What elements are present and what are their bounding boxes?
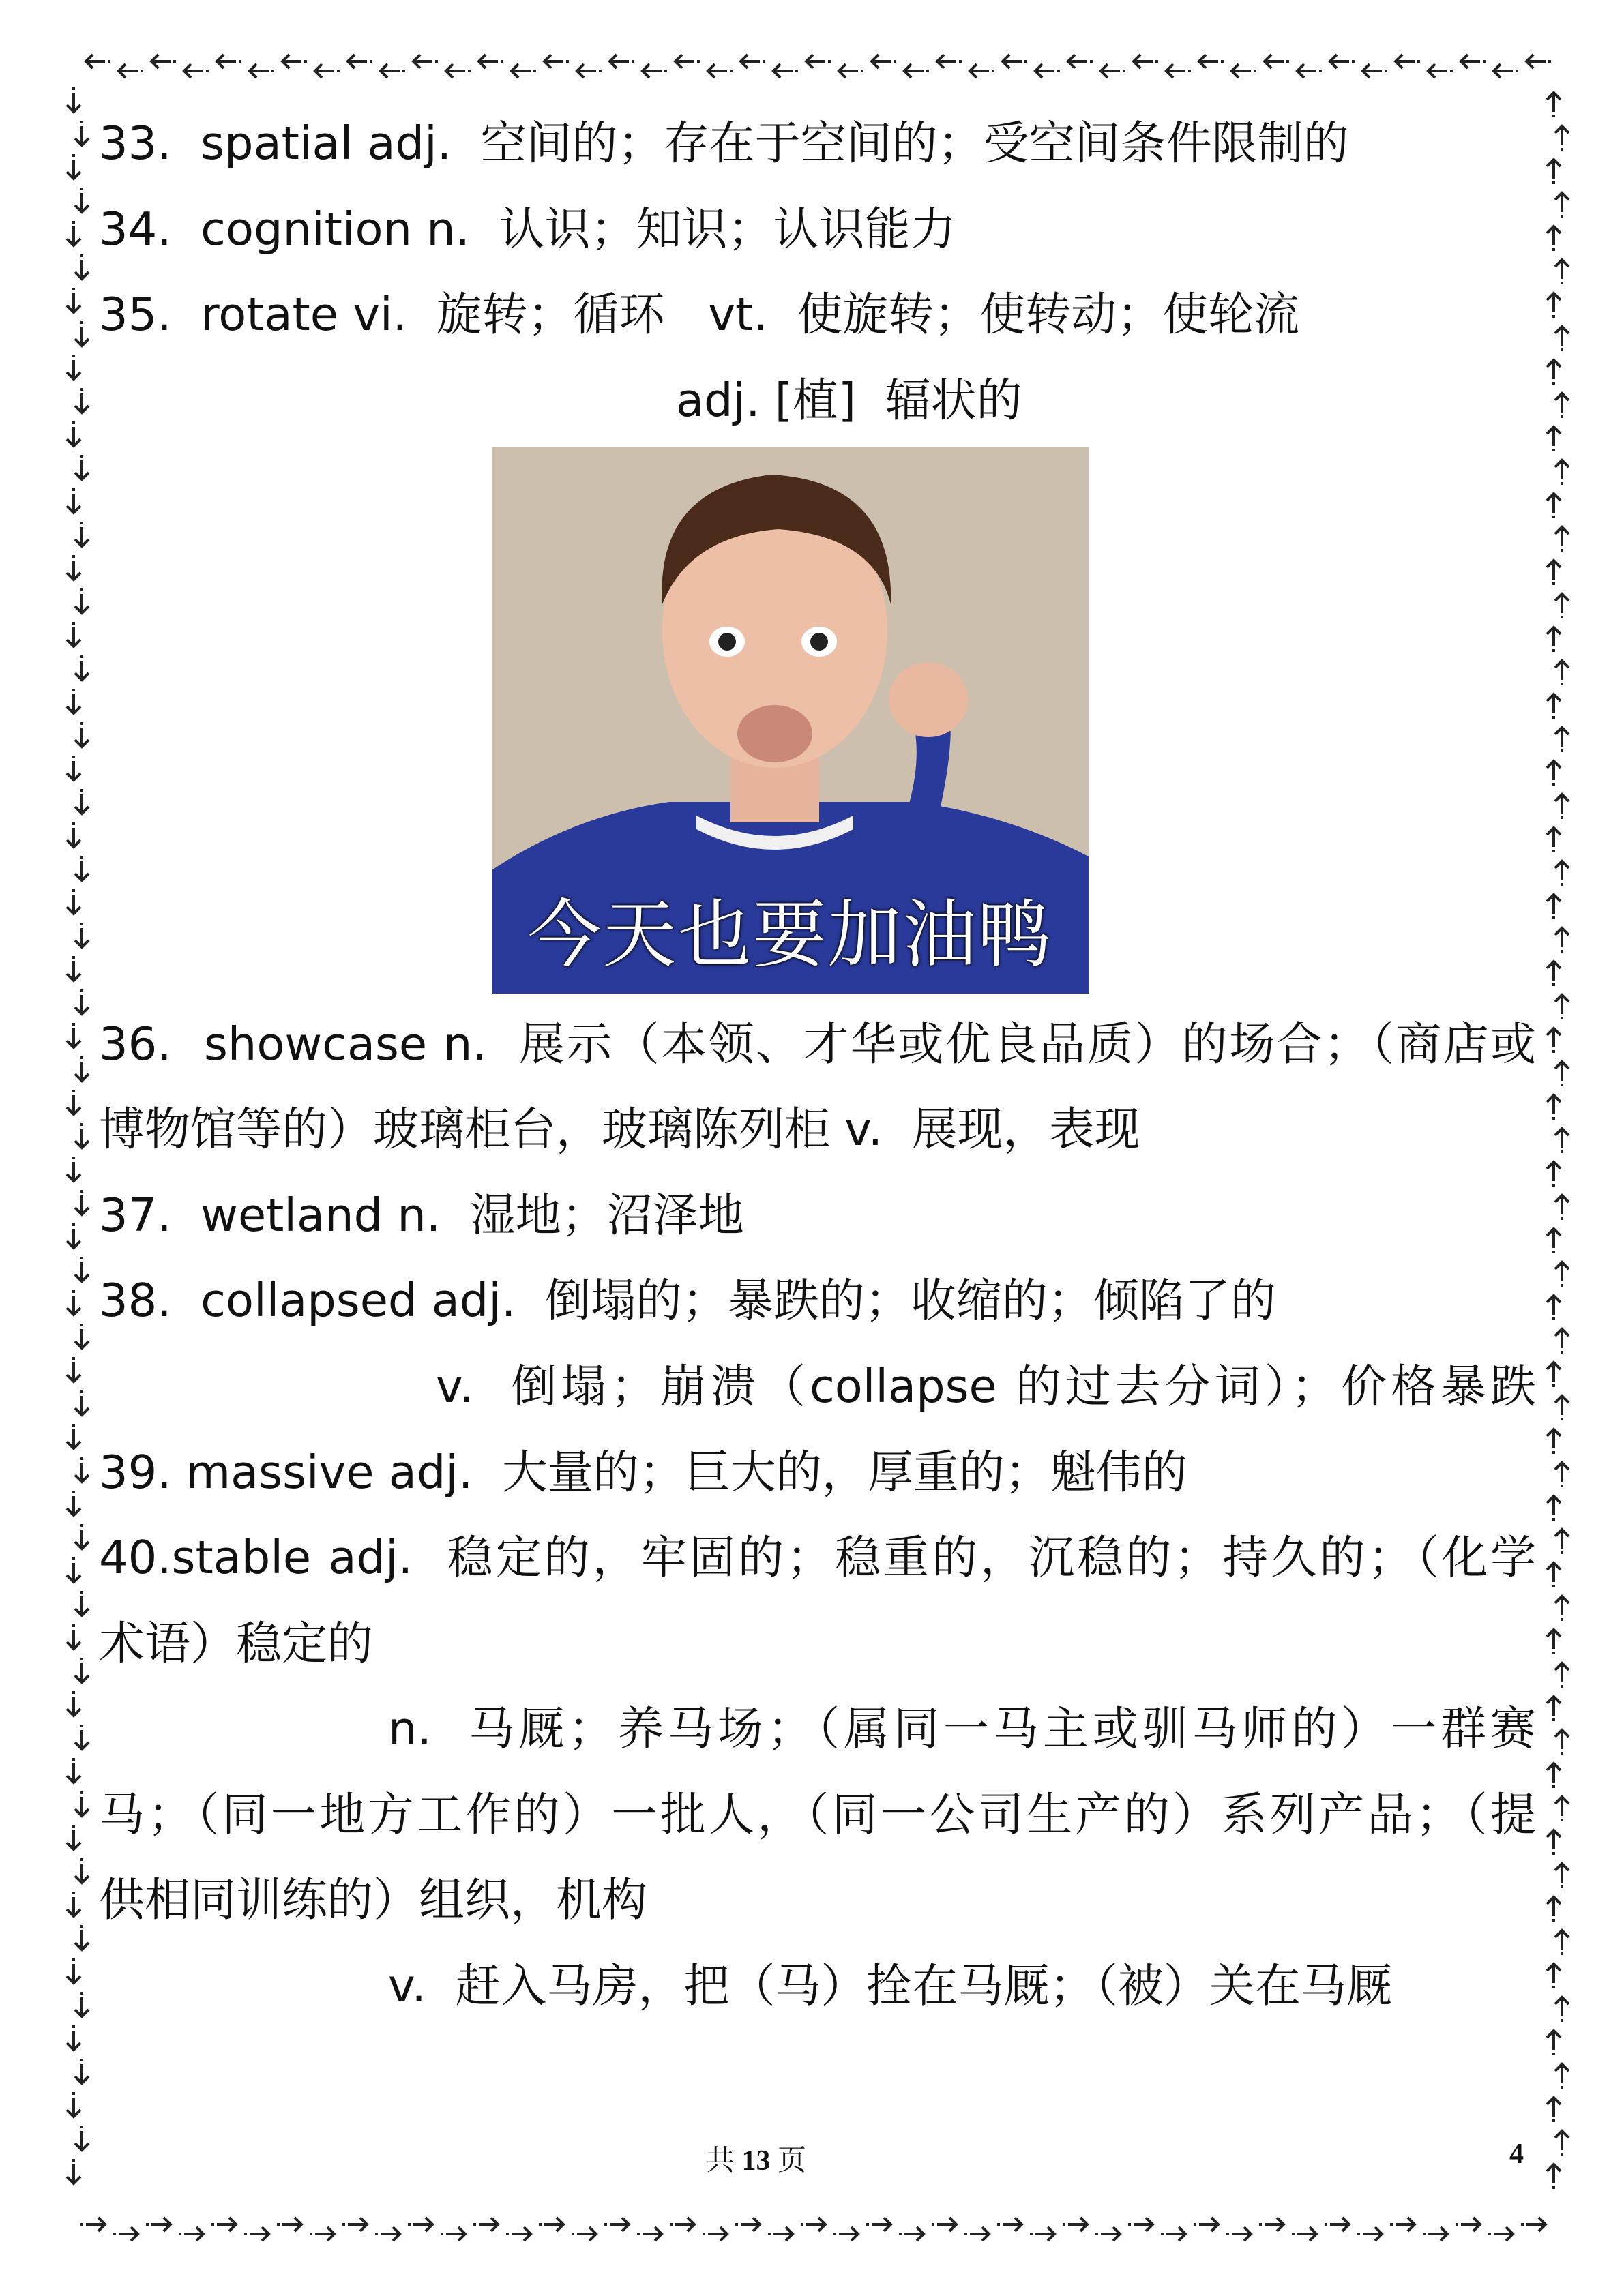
border-arrow-mark <box>1134 55 1158 68</box>
border-arrow-mark <box>735 2218 760 2231</box>
border-arrow-mark <box>937 55 962 68</box>
border-arrow-mark <box>217 55 241 68</box>
border-arrow-mark <box>1547 1362 1561 1387</box>
border-arrow-mark <box>67 1290 80 1315</box>
border-arrow-mark <box>75 655 89 680</box>
border-arrow-mark <box>381 64 405 78</box>
border-arrow-mark <box>1547 1964 1561 1988</box>
border-arrow-mark <box>806 55 831 68</box>
border-arrow-mark <box>75 1457 89 1482</box>
border-arrow-mark <box>119 64 143 78</box>
border-arrow-mark <box>643 64 667 78</box>
border-arrow-mark <box>1003 55 1027 68</box>
border-arrow-mark <box>75 121 89 145</box>
border-arrow-mark <box>1521 2218 1546 2231</box>
border-arrow-mark <box>1428 64 1453 78</box>
border-arrow-mark <box>768 2227 793 2241</box>
border-arrow-mark <box>1547 2031 1561 2055</box>
border-arrow-mark <box>413 55 438 68</box>
border-arrow-mark <box>1555 1930 1569 1955</box>
border-arrow-mark <box>1390 2218 1415 2231</box>
border-arrow-mark <box>1555 995 1569 1019</box>
border-arrow-mark <box>67 555 80 580</box>
border-arrow-mark <box>75 522 89 546</box>
border-arrow-mark <box>75 1056 89 1081</box>
border-arrow-mark <box>179 2227 203 2241</box>
border-arrow-mark <box>75 722 89 747</box>
border-arrow-mark <box>1555 1596 1569 1621</box>
border-arrow-mark <box>1128 2218 1153 2231</box>
border-arrow-mark <box>970 64 994 78</box>
border-arrow-mark <box>67 488 80 513</box>
border-arrow-mark <box>75 1324 89 1348</box>
border-arrow-mark <box>1547 1095 1561 1120</box>
border-arrow-mark <box>506 2227 531 2241</box>
border-arrow-mark <box>310 2227 334 2241</box>
border-arrow-mark <box>67 1357 80 1382</box>
border-arrow-mark <box>1547 226 1561 251</box>
border-arrow-mark <box>1547 1162 1561 1187</box>
border-arrow-mark <box>75 789 89 814</box>
border-arrow-mark <box>75 1791 89 1816</box>
border-arrow-mark <box>250 64 274 78</box>
border-arrow-mark <box>1555 193 1569 218</box>
border-arrow-mark <box>315 64 340 78</box>
border-arrow-mark <box>408 2218 432 2231</box>
border-arrow-mark <box>675 55 700 68</box>
border-arrow-mark <box>1555 1329 1569 1354</box>
border-arrow-mark <box>544 55 569 68</box>
border-arrow-mark <box>904 64 929 78</box>
image-caption: 今天也要加油鸭 <box>527 893 1053 978</box>
border-arrow-mark <box>67 2159 80 2183</box>
border-arrow-mark <box>1357 2227 1382 2241</box>
border-arrow-mark <box>67 1624 80 1649</box>
border-arrow-mark <box>1199 55 1224 68</box>
border-arrow-mark <box>75 1524 89 1549</box>
border-arrow-mark <box>1555 527 1569 552</box>
border-arrow-mark <box>572 2227 596 2241</box>
border-arrow-mark <box>1035 64 1060 78</box>
border-arrow-mark <box>1068 55 1093 68</box>
entry-38-verb: v. 倒塌；崩溃（collapse 的过去分词）；价格暴跌 <box>436 1360 1536 1413</box>
border-arrow-mark <box>1547 1429 1561 1454</box>
border-arrow-mark <box>184 64 209 78</box>
border-arrow-mark <box>1232 64 1256 78</box>
border-arrow-mark <box>80 2218 105 2231</box>
border-arrow-mark <box>899 2227 924 2241</box>
border-arrow-mark <box>1555 1062 1569 1086</box>
entry-35: 35. rotate vi. 旋转；循环 vt. 使旋转；使转动；使轮流 <box>99 288 1300 341</box>
page-total <box>706 2138 806 2179</box>
border-arrow-mark <box>1161 2227 1185 2241</box>
border-arrow-mark <box>1555 794 1569 819</box>
border-arrow-mark <box>75 1992 89 2016</box>
border-arrow-mark <box>1555 1997 1569 2022</box>
border-arrow-mark <box>1547 828 1561 852</box>
border-arrow-mark <box>1030 2227 1054 2241</box>
border-arrow-mark <box>1265 55 1289 68</box>
border-arrow-mark <box>75 923 89 947</box>
border-arrow-mark <box>1547 561 1561 585</box>
border-arrow-mark <box>1166 64 1191 78</box>
border-arrow-mark <box>75 1658 89 1682</box>
border-arrow-mark <box>932 2218 956 2231</box>
border-arrow-mark <box>866 2218 891 2231</box>
border-arrow-mark <box>1547 2164 1561 2189</box>
border-arrow-mark <box>277 2218 301 2231</box>
border-arrow-mark <box>1547 961 1561 986</box>
border-arrow-mark <box>1547 1229 1561 1253</box>
border-arrow-mark <box>1456 2218 1480 2231</box>
border-arrow-mark <box>1547 1697 1561 1721</box>
border-arrow-mark <box>1488 2227 1513 2241</box>
border-arrow-mark <box>67 355 80 379</box>
border-arrow-mark <box>1547 761 1561 786</box>
border-arrow-mark <box>67 87 80 112</box>
border-arrow-mark <box>1330 55 1355 68</box>
border-arrow-mark <box>1547 494 1561 518</box>
border-arrow-mark <box>146 2218 171 2231</box>
border-arrow-mark <box>441 2227 465 2241</box>
border-arrow-mark <box>801 2218 825 2231</box>
border-arrow-mark <box>1555 327 1569 351</box>
border-arrow-mark <box>512 64 536 78</box>
border-arrow-mark <box>67 822 80 847</box>
border-arrow-mark <box>1555 2131 1569 2156</box>
border-arrow-mark <box>1555 1530 1569 1554</box>
border-arrow-mark <box>67 1557 80 1582</box>
border-arrow-mark <box>473 2218 498 2231</box>
border-arrow-mark <box>113 2227 138 2241</box>
border-arrow-mark <box>1396 55 1420 68</box>
border-arrow-mark <box>1547 1563 1561 1587</box>
border-arrow-mark <box>67 1157 80 1181</box>
border-arrow-mark <box>75 1925 89 1950</box>
page-total-suffix: 页 <box>778 2145 807 2177</box>
border-arrow-mark <box>67 889 80 914</box>
border-arrow-mark <box>703 2227 727 2241</box>
border-arrow-mark <box>75 1591 89 1615</box>
border-arrow-mark <box>1547 1496 1561 1521</box>
border-arrow-mark <box>1461 55 1486 68</box>
border-arrow-mark <box>1547 360 1561 385</box>
border-arrow-mark <box>1547 694 1561 719</box>
border-arrow-mark <box>872 55 896 68</box>
entry-40-noun-cont2: 供相同训练的）组织，机构 <box>99 1873 647 1926</box>
border-arrow-mark <box>67 1892 80 1916</box>
border-arrow-mark <box>67 1424 80 1448</box>
border-arrow-mark <box>1547 1897 1561 1922</box>
border-arrow-mark <box>67 2092 80 2117</box>
border-arrow-mark <box>670 2218 694 2231</box>
border-arrow-mark <box>1547 2098 1561 2122</box>
border-arrow-mark <box>708 64 733 78</box>
border-arrow-mark <box>75 2126 89 2150</box>
border-arrow-mark <box>1547 427 1561 451</box>
border-arrow-mark <box>375 2227 400 2241</box>
page-number <box>1509 2138 1524 2171</box>
border-arrow-mark <box>839 64 863 78</box>
border-arrow-mark <box>479 55 503 68</box>
border-arrow-mark <box>1547 1028 1561 1053</box>
entry-40-noun-cont: 马；（同一地方工作的）一批人，（同一公司生产的）系列产品；（提 <box>99 1788 1536 1841</box>
border-arrow-mark <box>604 2218 629 2231</box>
border-arrow-mark <box>539 2218 563 2231</box>
border-arrow-mark <box>67 689 80 713</box>
border-arrow-mark <box>1555 1195 1569 1220</box>
entry-33: 33. spatial adj. 空间的；存在于空间的；受空间条件限制的 <box>99 117 1349 170</box>
border-arrow-mark <box>446 64 471 78</box>
border-arrow-mark <box>1555 1730 1569 1755</box>
border-arrow-mark <box>67 1691 80 1716</box>
border-arrow-mark <box>1547 160 1561 184</box>
border-arrow-mark <box>75 588 89 613</box>
border-arrow-mark <box>1101 64 1125 78</box>
border-arrow-mark <box>75 1257 89 1281</box>
border-arrow-mark <box>67 2025 80 2050</box>
entry-40: 40.stable adj. 稳定的，牢固的；稳重的，沉稳的；持久的；（化学 <box>99 1531 1536 1584</box>
border-arrow-mark <box>1555 594 1569 618</box>
border-arrow-mark <box>833 2227 858 2241</box>
border-arrow-mark <box>244 2227 269 2241</box>
border-arrow-mark <box>1547 1296 1561 1320</box>
border-arrow-mark <box>1547 895 1561 919</box>
border-arrow-mark <box>1555 460 1569 485</box>
border-arrow-mark <box>1555 393 1569 418</box>
border-arrow-mark <box>67 421 80 446</box>
border-arrow-mark <box>1363 64 1387 78</box>
border-arrow-mark <box>348 55 372 68</box>
border-arrow-mark <box>1095 2227 1120 2241</box>
border-arrow-mark <box>75 388 89 413</box>
border-arrow-mark <box>67 1223 80 1248</box>
border-arrow-mark <box>637 2227 662 2241</box>
entry-40-cont: 术语）稳定的 <box>99 1617 373 1670</box>
page-total-prefix: 共 <box>706 2145 735 2177</box>
border-arrow-mark <box>75 321 89 346</box>
border-arrow-mark <box>75 1858 89 1883</box>
border-arrow-mark <box>1555 661 1569 685</box>
entry-34: 34. cognition n. 认识；知识；认识能力 <box>99 203 956 256</box>
border-arrow-mark <box>1555 260 1569 284</box>
border-arrow-mark <box>577 64 602 78</box>
border-arrow-mark <box>1292 2227 1316 2241</box>
border-arrow-mark <box>1547 627 1561 652</box>
border-arrow-mark <box>997 2218 1022 2231</box>
border-arrow-mark <box>342 2218 367 2231</box>
entry-39: 39. massive adj. 大量的；巨大的，厚重的；魁伟的 <box>99 1446 1187 1499</box>
border-arrow-mark <box>67 288 80 312</box>
border-arrow-mark <box>1555 1262 1569 1287</box>
border-arrow-mark <box>67 1491 80 1515</box>
border-arrow-mark <box>75 1123 89 1148</box>
border-arrow-mark <box>1226 2227 1251 2241</box>
border-arrow-mark <box>282 55 307 68</box>
border-arrow-mark <box>1547 1630 1561 1654</box>
entry-38: 38. collapsed adj. 倒塌的；暴跌的；收缩的；倾陷了的 <box>99 1274 1276 1327</box>
entry-35-adj: adj. [植] 辐状的 <box>676 374 1022 427</box>
border-arrow-mark <box>1547 293 1561 318</box>
border-arrow-mark <box>1194 2218 1218 2231</box>
border-arrow-mark <box>151 55 176 68</box>
border-arrow-mark <box>75 989 89 1014</box>
border-arrow-mark <box>610 55 634 68</box>
entry-37: 37. wetland n. 湿地；沼泽地 <box>99 1189 744 1242</box>
border-arrow-mark <box>67 756 80 780</box>
border-arrow-mark <box>1555 1463 1569 1487</box>
border-arrow-mark <box>75 1190 89 1214</box>
border-arrow-mark <box>1547 1763 1561 1788</box>
entry-36: 36. showcase n. 展示（本领、才华或优良品质）的场合；（商店或 <box>99 1017 1536 1071</box>
entry-40-verb: v. 赶入马房，把（马）拴在马厩；（被）关在马厩 <box>388 1959 1392 2012</box>
border-arrow-mark <box>75 2059 89 2083</box>
border-arrow-mark <box>1555 1129 1569 1153</box>
border-arrow-mark <box>1547 93 1561 117</box>
border-arrow-mark <box>1547 1830 1561 1855</box>
border-arrow-mark <box>67 956 80 981</box>
border-arrow-mark <box>1063 2218 1087 2231</box>
border-arrow-mark <box>1325 2218 1349 2231</box>
border-arrow-mark <box>1259 2218 1284 2231</box>
border-arrow-mark <box>1526 55 1551 68</box>
border-arrow-mark <box>75 455 89 479</box>
entry-36-cont: 博物馆等的）玻璃柜台，玻璃陈列柜 v. 展现，表现 <box>99 1103 1140 1156</box>
border-arrow-mark <box>75 1725 89 1749</box>
border-arrow-mark <box>67 154 80 179</box>
border-arrow-mark <box>1423 2227 1447 2241</box>
border-arrow-mark <box>1555 1396 1569 1420</box>
page-number-value: 4 <box>1509 2138 1524 2170</box>
entry-40-noun: n. 马厩；养马场；（属同一马主或驯马师的）一群赛 <box>388 1702 1536 1755</box>
border-arrow-mark <box>67 1825 80 1849</box>
border-arrow-mark <box>1555 1663 1569 1688</box>
border-arrow-mark <box>1297 64 1322 78</box>
border-arrow-mark <box>1555 728 1569 752</box>
border-arrow-mark <box>964 2227 989 2241</box>
border-arrow-mark <box>773 64 798 78</box>
border-arrow-mark <box>741 55 765 68</box>
border-arrow-mark <box>67 1758 80 1783</box>
border-arrow-mark <box>1555 1864 1569 1888</box>
border-arrow-mark <box>86 55 110 68</box>
border-arrow-mark <box>75 254 89 279</box>
border-arrow-mark <box>1494 64 1518 78</box>
border-arrow-mark <box>75 1390 89 1415</box>
border-arrow-mark <box>211 2218 236 2231</box>
border-arrow-mark <box>75 188 89 212</box>
border-arrow-mark <box>67 1090 80 1114</box>
border-arrow-mark <box>1555 1797 1569 1821</box>
border-arrow-mark <box>67 1958 80 1983</box>
border-arrow-mark <box>75 856 89 880</box>
border-arrow-mark <box>1555 861 1569 886</box>
border-arrow-mark <box>1555 126 1569 151</box>
meme-image <box>492 447 1089 994</box>
border-arrow-mark <box>67 1023 80 1047</box>
border-arrow-mark <box>67 622 80 646</box>
border-arrow-mark <box>1555 928 1569 953</box>
border-arrow-mark <box>67 221 80 245</box>
page-total-count: 13 <box>741 2145 771 2177</box>
border-arrow-mark <box>1555 2064 1569 2089</box>
